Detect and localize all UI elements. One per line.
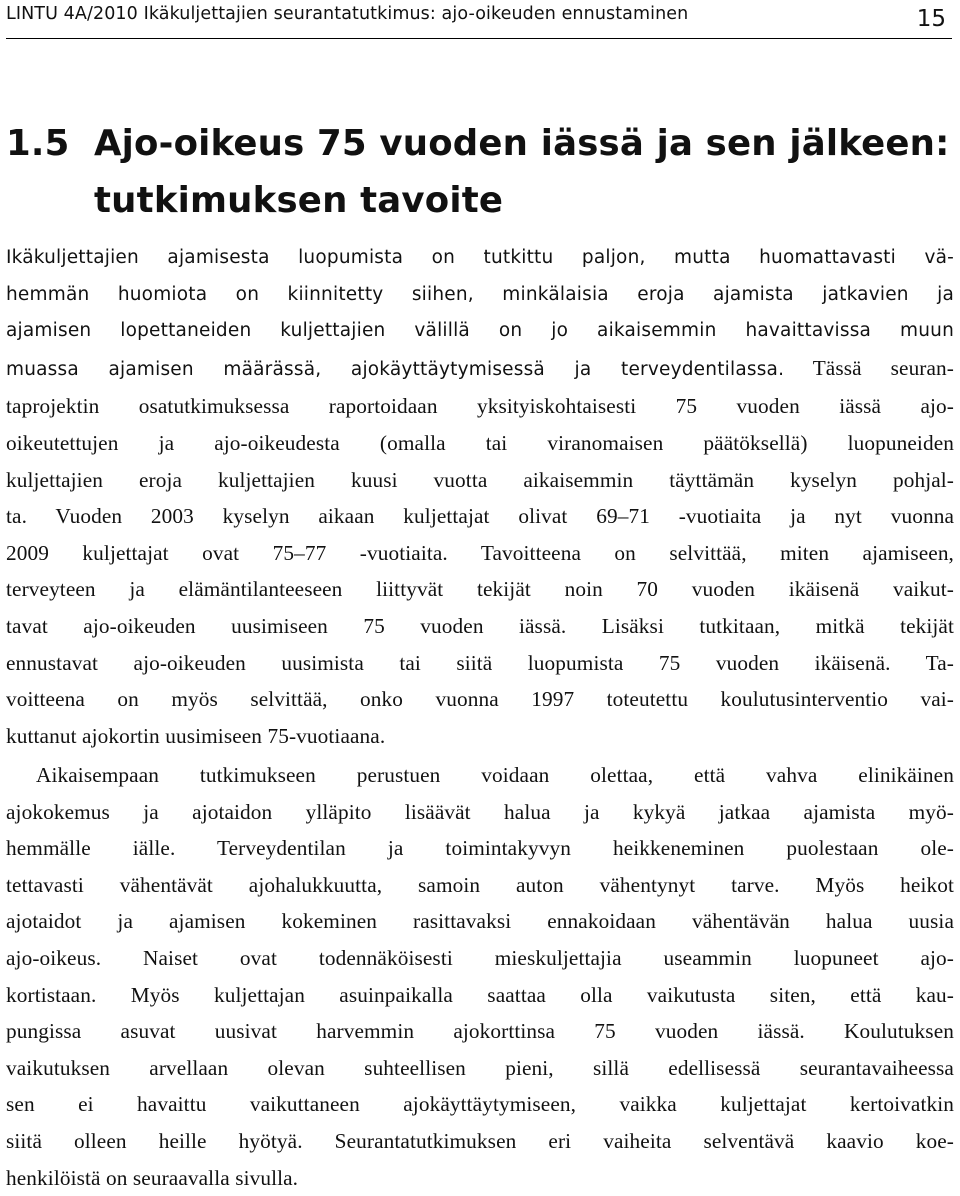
section-number: 1.5: [6, 123, 70, 164]
paragraph-1-line: oikeutettujen ja ajo-oikeudesta (omalla tai viranomaisen päätöksellä) luopuneiden: [6, 430, 954, 455]
section-title-line-2: tutkimuksen tavoite: [94, 180, 504, 221]
paragraph-2-line: kortistaan. Myös kuljettajan asuinpaikalla saattaa olla vaikutusta siten, että kau-: [6, 982, 954, 1007]
paragraph-1-line: kuljettajien eroja kuljettajien kuusi vuotta aikaisemmin täyttämän kyselyn pohjal-: [6, 467, 954, 492]
paragraph-1-line: Ikäkuljettajien ajamisesta luopumista on tutkittu paljon, mutta huomattavasti vä-: [6, 247, 954, 268]
section-heading: [6, 115, 950, 229]
paragraph-1-mixed-line: [6, 350, 954, 389]
paragraph-2-line: siitä olleen heille hyötyä. Seurantatutkimuksen eri vaiheita selventävä kaavio koe-: [6, 1128, 954, 1153]
paragraph-1-line: kuttanut ajokortin uusimiseen 75-vuotiaana.: [6, 723, 386, 748]
paragraph-1: [6, 240, 954, 754]
paragraph-1-line: ennustavat ajo-oikeuden uusimista tai siitä luopumista 75 vuoden ikäisenä. Ta-: [6, 650, 954, 675]
paragraph-2-line: hemmälle iälle. Terveydentilan ja toimintakyvyn heikkeneminen puolestaan ole-: [6, 836, 954, 861]
paragraph-1-line: 2009 kuljettajat ovat 75–77 -vuotiaita. Tavoitteena on selvittää, miten ajamiseen,: [6, 540, 954, 565]
paragraph-1-line: hemmän huomiota on kiinnitetty siihen, minkälaisia eroja ajamista jatkavien ja: [6, 283, 954, 305]
paragraph-2-line: henkilöistä on seuraavalla sivulla.: [6, 1165, 299, 1190]
paragraph-1-line: terveyteen ja elämäntilanteeseen liittyvät tekijät noin 70 vuoden ikäisenä vaikut-: [6, 577, 954, 602]
paragraph-2-line: Aikaisempaan tutkimukseen perustuen voidaan olettaa, että vahva elinikäinen: [36, 763, 954, 787]
page-number: 15: [916, 6, 946, 32]
paragraph-1-line-sans-part: muassa ajamisen määrässä, ajokäyttäytymisessä ja terveydentilassa.: [6, 358, 785, 380]
paragraph-2-line: ajokokemus ja ajotaidon ylläpito lisäävät halua ja kykyä jatkaa ajamista myö-: [6, 799, 954, 824]
paragraph-2-line: tettavasti vähentävät ajohalukkuutta, samoin auton vähentynyt tarve. Myös heikot: [6, 872, 954, 897]
paragraph-2-line: ajo-oikeus. Naiset ovat todennäköisesti mieskuljettajia useammin luopuneet ajo-: [6, 945, 954, 970]
paragraph-1-line-serif-part: Tässä seuran-: [784, 355, 954, 380]
paragraph-2: [6, 757, 954, 1196]
paragraph-2-line: vaikutuksen arvellaan olevan suhteellisen pieni, sillä edellisessä seurantavaiheessa: [6, 1055, 954, 1080]
document-title: LINTU 4A/2010 Ikäkuljettajien seurantatutkimus: ajo-oikeuden ennustaminen: [6, 4, 689, 24]
paragraph-1-serif-part: [6, 388, 954, 754]
section-title-line-1: Ajo-oikeus 75 vuoden iässä ja sen jälkeen:: [94, 123, 950, 164]
paragraph-1-line: ajamisen lopettaneiden kuljettajien välillä on jo aikaisemmin havaittavissa muun: [6, 320, 954, 342]
running-header: [6, 2, 952, 39]
paragraph-2-line: ajotaidot ja ajamisen kokeminen rasittavaksi ennakoidaan vähentävän halua uusia: [6, 909, 954, 934]
paragraph-1-line: tavat ajo-oikeuden uusimiseen 75 vuoden iässä. Lisäksi tutkitaan, mitkä tekijät: [6, 613, 954, 638]
paragraph-1-line: taprojektin osatutkimuksessa raportoidaan yksityiskohtaisesti 75 vuoden iässä ajo-: [6, 394, 954, 419]
paragraph-2-line: pungissa asuvat uusivat harvemmin ajokorttinsa 75 vuoden iässä. Koulutuksen: [6, 1019, 954, 1044]
paragraph-1-line: voitteena on myös selvittää, onko vuonna 1997 toteutettu koulutusinterventio vai-: [6, 687, 954, 712]
paragraph-2-line: sen ei havaittu vaikuttaneen ajokäyttäytymiseen, vaikka kuljettajat kertoivatkin: [6, 1092, 954, 1117]
paragraph-1-line: ta. Vuoden 2003 kyselyn aikaan kuljettajat olivat 69–71 -vuotiaita ja nyt vuonna: [6, 504, 954, 529]
